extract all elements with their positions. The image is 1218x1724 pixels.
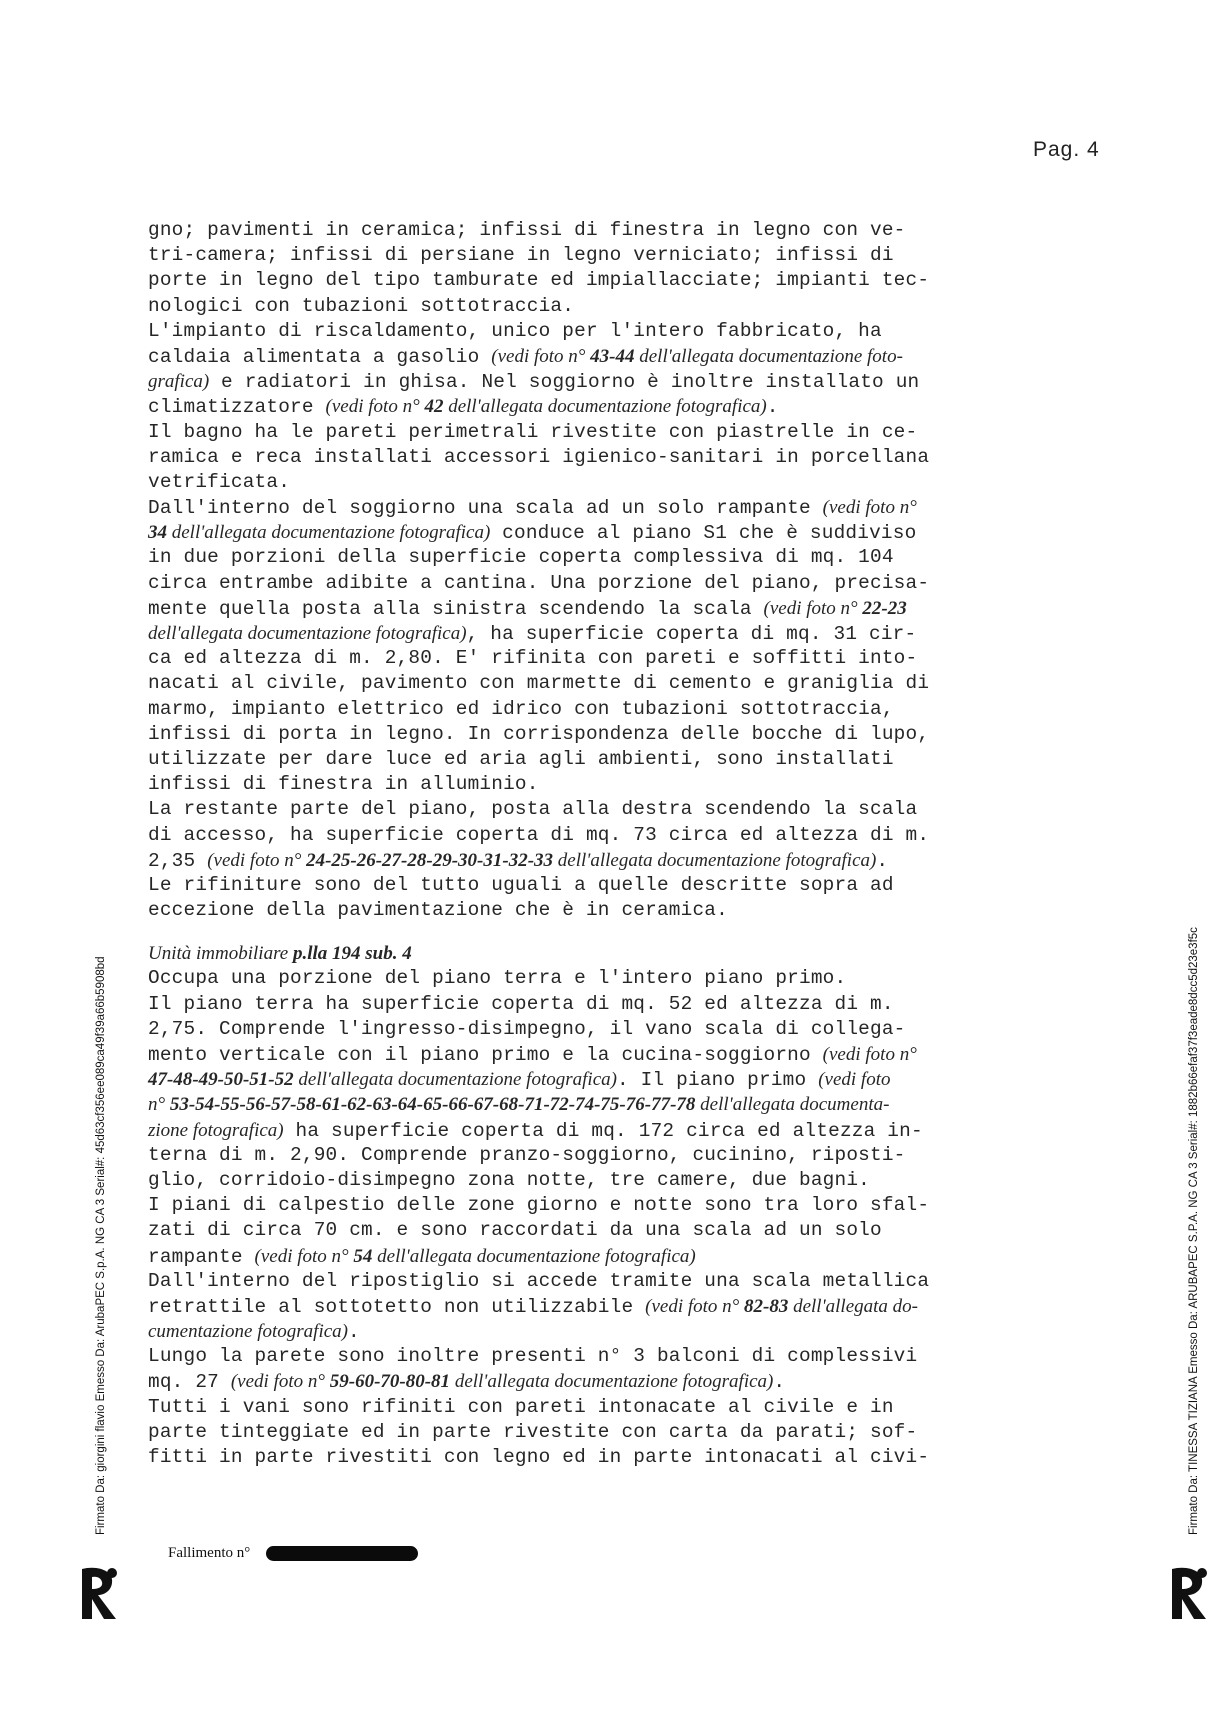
text-segment-ref: dell'allegata documenta- [695,1094,890,1116]
text-segment: di accesso, ha superficie coperta di mq. 73 circa ed altezza di m. [148,823,930,846]
text-line [148,1344,1073,1369]
text-line [148,941,1073,966]
text-segment: Dall'interno del ripostiglio si accede tramite una scala metallica [148,1269,930,1292]
text-line [148,1092,1073,1117]
paragraph-gap [148,923,1073,941]
text-segment: retrattile al sottotetto non utilizzabile [148,1295,646,1318]
text-line [148,797,1073,822]
text-segment-ref: dell'allegata do- [788,1295,918,1317]
text-line [148,369,1073,394]
text-line [148,697,1073,722]
text-line [148,823,1073,848]
text-line [148,747,1073,772]
text-segment-ref: dell'allegata documentazione fotografica) [443,396,767,418]
text-segment-ref: (vedi foto n° [822,1044,917,1065]
text-segment-ref: dell'allegata documentazione fotografica) [293,1069,617,1091]
text-segment: mente quella posta alla sinistra scendendo la scala [148,597,764,620]
text-segment: infissi di porta in legno. In corrispondenza delle bocche di lupo, [148,722,930,745]
text-line [148,1168,1073,1193]
text-line [148,1395,1073,1420]
text-segment-refb: 59-60-70-80-81 [329,1371,451,1393]
text-segment-ref: dell'allegata documentazione fotografica) [148,623,467,644]
text-segment: parte tinteggiate ed in parte rivestite con carta da parati; sof- [148,1420,918,1443]
text-segment: marmo, impianto elettrico ed idrico con tubazioni sottotraccia, [148,697,894,720]
text-segment: mento verticale con il piano primo e la cucina-soggiorno [148,1044,823,1066]
text-segment: rampante [148,1245,255,1268]
text-line [148,898,1073,923]
text-segment-refb: 54 [353,1245,373,1267]
text-segment-refb: 34 [148,522,167,544]
text-segment: ha superficie coperta di mq. 172 circa ed altezza in- [283,1119,923,1142]
text-segment: Le rifiniture sono del tutto uguali a quelle descritte sopra ad [148,873,894,896]
text-segment: 2,35 [148,849,208,872]
text-segment: conduce al piano S1 che è suddiviso [490,522,917,545]
text-line [148,1143,1073,1168]
text-segment: e radiatori in ghisa. Nel soggiorno è inoltre installato un [209,371,920,394]
text-segment: infissi di finestra in alluminio. [148,773,539,796]
page-number: Pag. 4 [1033,138,1100,161]
text-line [148,470,1073,495]
text-segment-refb: 82-83 [744,1295,789,1317]
text-segment: utilizzate per dare luce ed aria agli ambienti, sono installati [148,747,894,770]
text-segment: I piani di calpestio delle zone giorno e notte sono tra loro sfal- [148,1194,930,1217]
text-segment: mq. 27 [148,1371,231,1394]
text-segment: zati di circa 70 cm. e sono raccordati da una scala ad un solo [148,1219,882,1242]
text-segment: Il bagno ha le pareti perimetrali rivestite con piastrelle in ce- [148,420,918,443]
text-line [148,344,1073,369]
text-segment-ref: n° [148,1094,170,1116]
text-line [148,848,1073,873]
text-segment: gno; pavimenti in ceramica; infissi di finestra in legno con ve- [148,219,906,241]
text-segment: in due porzioni della superficie coperta complessiva di mq. 104 [148,546,894,569]
redaction-bar [266,1546,418,1561]
text-segment-head: Unità immobiliare [148,943,293,965]
text-segment: caldaia alimentata a gasolio [148,345,492,368]
text-segment: climatizzatore [148,396,326,419]
text-line [148,1269,1073,1294]
text-segment: La restante parte del piano, posta alla destra scendendo la scala [148,798,918,821]
text-segment: . [348,1321,360,1344]
text-segment: fitti in parte rivestiti con legno ed in parte intonacati al civi- [148,1446,930,1468]
text-segment-ref: cumentazione fotografica) [148,1321,348,1343]
text-segment-ref: dell'allegata documentazione fotografica) [450,1371,774,1393]
text-line [148,420,1073,445]
body-text [148,218,1073,1470]
text-segment-refb: 24-25-26-27-28-29-30-31-32-33 [306,849,554,871]
text-segment-ref: (vedi foto n° [325,396,425,418]
text-line [148,1042,1073,1067]
text-line [148,268,1073,293]
text-line [148,1118,1073,1143]
text-segment-refb: 22-23 [862,597,907,619]
text-segment: 2,75. Comprende l'ingresso-disimpegno, il vano scala di collega- [148,1017,906,1040]
text-segment-refb: 53-54-55-56-57-58-61-62-63-64-65-66-67-68-71-72-74-75-76-77-78 [169,1094,696,1116]
text-line [148,445,1073,470]
text-segment: Dall'interno del soggiorno una scala ad un solo rampante [148,497,823,520]
text-segment: ca ed altezza di m. 2,80. E' rifinita con pareti e soffitti into- [148,647,918,670]
text-segment: porte in legno del tipo tamburate ed impiallacciate; impianti tec- [148,269,930,292]
text-segment-ref: dell'allegata documentazione fotografica) [553,849,877,871]
text-segment: terna di m. 2,90. Comprende pranzo-soggiorno, cucinino, riposti- [148,1143,906,1166]
text-line [148,545,1073,570]
text-line [148,1420,1073,1445]
text-line [148,294,1073,319]
text-line [148,1369,1073,1394]
text-line [148,621,1073,646]
text-segment: ramica e reca installati accessori igienico-sanitari in porcellana [148,445,930,468]
text-segment: nacati al civile, pavimento con marmette di cemento e graniglia di [148,672,930,695]
text-segment-ref: (vedi foto n° [230,1371,330,1393]
text-line [148,1445,1073,1470]
text-segment: . [876,849,889,872]
text-segment-ref: grafica) [148,371,210,393]
text-segment: . Il piano primo [616,1069,819,1092]
text-segment: eccezione della pavimentazione che è in ceramica. [148,899,728,922]
text-segment: Occupa una porzione del piano terra e l'intero piano primo. [148,967,847,990]
text-line [148,1017,1073,1042]
text-segment-ref: zione fotografica) [148,1119,284,1141]
text-line [148,1319,1073,1344]
text-line [148,1067,1073,1092]
text-segment-ref: (vedi foto n° [254,1245,354,1267]
text-segment: tri-camera; infissi di persiane in legno verniciato; infissi di [148,244,894,267]
text-line [148,571,1073,596]
text-line [148,394,1073,419]
text-segment-refb: 42 [424,396,444,418]
text-line [148,646,1073,671]
text-segment-ref: (vedi foto n° [763,597,863,619]
text-segment: Lungo la parete sono inoltre presenti n° 3 balconi di complessivi [148,1345,918,1368]
text-segment: L'impianto di riscaldamento, unico per l'intero fabbricato, ha [148,319,882,342]
text-segment: circa entrambe adibite a cantina. Una porzione del piano, precisa- [148,571,930,594]
text-segment-ref: dell'allegata documentazione foto- [634,345,903,367]
text-segment: Il piano terra ha superficie coperta di mq. 52 ed altezza di m. [148,992,894,1015]
text-line [148,218,1073,243]
text-segment: vetrificata. [148,470,291,493]
text-segment-refb: 47-48-49-50-51-52 [148,1069,294,1091]
text-segment-ref: (vedi foto [818,1069,891,1091]
text-segment-ref: (vedi foto n° [491,345,591,367]
text-line [148,992,1073,1017]
text-line [148,1294,1073,1319]
text-line [148,1218,1073,1243]
signature-stamp-right: Firmato Da: TINESSA TIZIANA Emesso Da: ARUBAPEC S.P.A. NG CA 3 Serial#: 1882b66efaf37f3eade8dcc5d23e3f5c [1188,927,1200,1535]
signature-stamp-left: Firmato Da: giorgini flavio Emesso Da: ArubaPEC S.p.A. NG CA 3 Serial#: 45d63cf356ee089ca49f39a66b5908bd [95,956,107,1535]
text-segment: . [766,396,779,419]
text-segment-refb: 43-44 [590,345,635,367]
text-line [148,966,1073,991]
text-line [148,1244,1073,1269]
text-line [148,873,1073,898]
footer-label: Fallimento n° [168,1545,251,1561]
text-line [148,495,1073,520]
text-segment-ref: dell'allegata documentazione fotografica) [372,1245,696,1267]
text-segment-ref: (vedi foto n° [822,497,917,519]
aruba-r-logo-icon [1168,1565,1210,1621]
text-segment-head: p.lla 194 sub. 4 [292,943,412,965]
text-line [148,243,1073,268]
text-segment: . [773,1371,786,1394]
text-segment-ref: (vedi foto n° [207,849,307,871]
text-line [148,319,1073,344]
text-segment-ref: (vedi foto n° [645,1295,745,1317]
aruba-r-logo-icon [78,1565,120,1621]
text-segment: Tutti i vani sono rifiniti con pareti intonacate al civile e in [148,1395,894,1418]
text-segment: , ha superficie coperta di mq. 31 cir- [466,623,917,645]
text-segment-ref: dell'allegata documentazione fotografica) [167,522,491,544]
text-segment: nologici con tubazioni sottotraccia. [148,294,575,317]
text-line [148,1193,1073,1218]
text-line [148,520,1073,545]
text-segment: glio, corridoio-disimpegno zona notte, tre camere, due bagni. [148,1168,871,1191]
text-line [148,772,1073,797]
text-line [148,722,1073,747]
text-line [148,596,1073,621]
text-line [148,671,1073,696]
